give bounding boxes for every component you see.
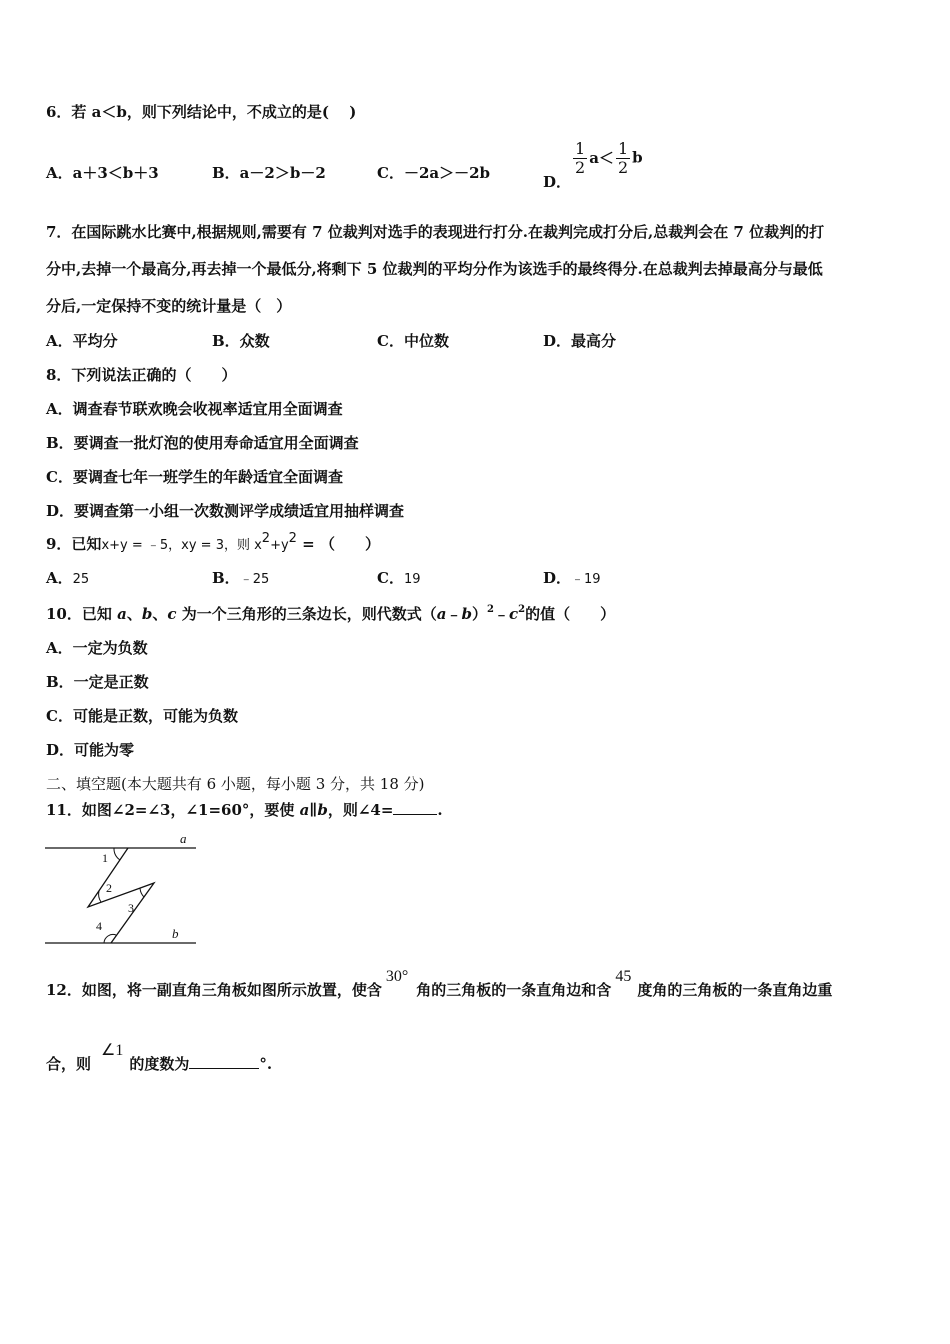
q11-var-a: a — [299, 801, 310, 819]
q6-option-d-label: D． — [543, 172, 572, 191]
q6-option-d — [543, 139, 643, 191]
q7-option-a: A．平均分 — [46, 332, 118, 350]
q10-stem — [46, 604, 615, 627]
q12-text-3: 度角的三角板的一条直角边重 — [637, 981, 833, 999]
angle-1-arc — [114, 848, 120, 860]
q7-option-d: D．最高分 — [543, 332, 617, 350]
q10-var-c: c — [167, 605, 177, 623]
q6-option-c: C．－2a＞－2b — [377, 164, 491, 182]
label-1: 1 — [102, 851, 108, 865]
q8-option-a: A．调查春节联欢晚会收视率适宜用全面调查 — [46, 400, 343, 418]
q12-math-angle1: ∠1 — [101, 1042, 124, 1059]
q9-stem-d: = （ ） — [296, 535, 380, 553]
q10-text-2: 、 — [126, 605, 142, 623]
q12-text-1: 12．如图，将一副直角三角板如图所示放置，使含 — [46, 981, 382, 999]
fraction-half-2 — [616, 140, 630, 177]
q6-option-d-end: b — [632, 148, 643, 167]
q12-text-4: 合，则 — [46, 1055, 92, 1073]
q7-option-c: C．中位数 — [377, 332, 449, 350]
q9-sup-1: 2 — [261, 531, 271, 546]
q11-var-b: b — [317, 801, 328, 819]
label-b: b — [172, 926, 179, 941]
q9-sup-2: 2 — [288, 531, 297, 546]
q9-option-a — [46, 568, 89, 590]
q9-option-d — [543, 568, 601, 590]
q11-text-3: ，则∠4= — [327, 801, 394, 819]
q8-option-d: D．要调查第一小组一次数测评学成绩适宜用抽样调查 — [46, 502, 405, 520]
q9-option-b-value: ﹣25 — [239, 572, 270, 587]
q8-option-b: B．要调查一批灯泡的使用寿命适宜用全面调查 — [46, 434, 359, 452]
q10-var-a2: a — [436, 605, 447, 623]
q10-text-5: ﹣ — [446, 605, 462, 623]
q10-text-6: ） — [472, 605, 488, 623]
q9-option-c-label: C． — [377, 569, 404, 587]
parallel-lines-figure — [44, 826, 200, 948]
q12-line-2 — [46, 1042, 273, 1075]
q10-text-3: 、 — [152, 605, 168, 623]
answer-blank — [189, 1054, 259, 1069]
fraction-numerator: 1 — [617, 139, 629, 158]
section-2-title: 二、填空题(本大题共有 6 小题，每小题 3 分，共 18 分) — [46, 775, 425, 793]
q11-text-1: 11．如图∠2=∠3，∠1=60°，要使 — [46, 801, 300, 819]
q10-sup-3: 2 — [518, 604, 526, 615]
q10-option-d: D．可能为零 — [46, 741, 135, 759]
fraction-numerator: 1 — [575, 139, 586, 158]
q11-text-2: ∥ — [309, 801, 318, 819]
q10-var-b2: b — [461, 605, 472, 623]
angle-3-arc — [140, 888, 144, 897]
fraction-denominator: 2 — [575, 158, 586, 177]
answer-blank — [393, 800, 437, 815]
q6-option-b: B．a－2＞b－2 — [212, 164, 326, 182]
q12-math-30deg: 30° — [385, 968, 409, 985]
q10-option-c: C．可能是正数，可能为负数 — [46, 707, 238, 725]
q11-stem — [46, 800, 443, 820]
q10-text-8: 的值（ ） — [525, 605, 616, 623]
q9-stem-c: +y — [270, 538, 289, 553]
q6-option-a: A．a＋3＜b＋3 — [46, 164, 159, 182]
q9-option-a-value: 25 — [72, 572, 90, 587]
q10-option-a: A．一定为负数 — [46, 639, 148, 657]
q9-option-c-value: 19 — [403, 572, 421, 587]
q10-var-c2: c — [509, 605, 519, 623]
q8-option-c: C．要调查七年一班学生的年龄适宜全面调查 — [46, 468, 343, 486]
q12-math-45: 45 — [615, 968, 632, 985]
q10-sup-2: 2 — [487, 604, 494, 615]
q10-text-1: 10．已知 — [46, 605, 118, 623]
q7-line-1: 7．在国际跳水比赛中,根据规则,需要有 7 位裁判对选手的表现进行打分.在裁判完成打分后,总裁判会在 7 位裁判的打 — [46, 223, 825, 241]
q10-var-b: b — [141, 605, 153, 623]
q10-text-4: 为一个三角形的三条边长，则代数式（ — [176, 605, 437, 623]
q7-option-b: B．众数 — [212, 332, 270, 350]
q10-option-b: B．一定是正数 — [46, 673, 149, 691]
q9-option-a-label: A． — [46, 569, 73, 587]
q6-stem: 6．若 a＜b，则下列结论中，不成立的是( ) — [46, 103, 357, 121]
label-a: a — [180, 831, 187, 846]
q9-option-b — [212, 568, 269, 590]
q11-text-4: . — [437, 801, 443, 819]
q10-var-a: a — [117, 605, 127, 623]
label-2: 2 — [106, 881, 112, 895]
q7-line-3: 分后,一定保持不变的统计量是（ ） — [46, 297, 292, 315]
fraction-denominator: 2 — [617, 158, 629, 177]
q10-text-7: ﹣ — [493, 605, 509, 623]
q9-option-d-value: ﹣19 — [571, 572, 601, 587]
q7-line-2: 分中,去掉一个最高分,再去掉一个最低分,将剩下 5 位裁判的平均分作为该选手的最终得分.在总裁判去掉最高分与最低 — [46, 260, 823, 278]
q9-option-d-label: D． — [543, 569, 572, 587]
label-3: 3 — [128, 901, 134, 915]
q9-option-c — [377, 568, 421, 590]
fraction-half-1 — [573, 140, 587, 177]
q12-text-6: °. — [259, 1055, 273, 1073]
angle-2-arc — [99, 891, 101, 902]
q6-option-d-mid: a＜ — [589, 148, 614, 167]
q9-stem — [46, 531, 380, 556]
q9-stem-b: x+y = ﹣5，xy = 3，则 x — [101, 538, 262, 553]
q12-text-5: 的度数为 — [129, 1055, 190, 1073]
q12-line-1 — [46, 968, 833, 1001]
label-4: 4 — [96, 919, 102, 933]
q12-text-2: 角的三角板的一条直角边和含 — [416, 981, 612, 999]
q9-stem-a: 9．已知 — [46, 535, 102, 553]
q8-stem: 8．下列说法正确的（ ） — [46, 366, 237, 384]
q9-option-b-label: B． — [212, 569, 240, 587]
